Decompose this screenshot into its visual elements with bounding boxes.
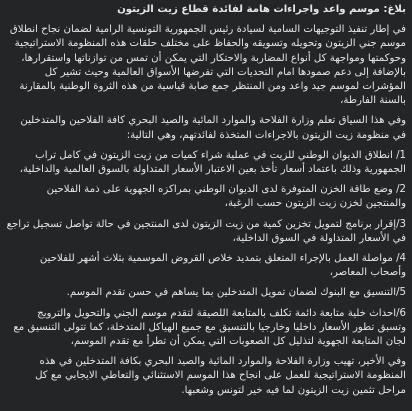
measure-item: 2/ وضع طاقة الخزن المتوفرة لدى الديوان الوطني بمراكزه الجهوية على ذمة الفلاحين والمنتجين لخزن زيت الزيتون حسب الرغبة، — [46, 184, 406, 210]
measure-item: 5/التنسيق مع البنوك لضمان تمويل المتدخلين بما يساهم في حسن تقدم الموسم. — [66, 287, 406, 299]
post-closing: وفي الأخير، تهيب وزارة الفلاحة والموارد المائية والصيد البحري بكافة المتدخلين في هذه المنظومة الاستراتيجية للعمل على انجاح هذا الموسم الاستثنائي والتعاطي الايجابي مع كل مراحل تثمين زيت الزيتون لما فيه خير لتونس وشعبها. — [35, 356, 406, 396]
post-intro: في إطار تنفيذ التوجيهات السامية لسيادة رئيس الجمهورية التونسية الرامية لضمان نجاح انطلاق موسم جني الزيتون وتحويله وتسويقه والحفاظ على مختلف حلقات هذه المنظومة الاستراتيجية وحوكمتها ومواجهة كل أنواع المضاربة والاحتكار التي يمكن أن تمس من توازناتها واستقرارها، بالإضافة إلى دعم صمودها امام التحديات التي تفرضها الأسواق العالمية وحيث تشير كل المؤشرات لموسم جيد واعد ومن المنتظر جمع صابة قياسية من هذه الثروة الوطنية بالمقارنة بالسنة الفارطة، — [9, 24, 406, 107]
measure-item: 3/إقرار برنامج لتمويل تخزين كمية من زيت الزيتون لدى المنتجين في حالة تواصل تسجيل تراجع في الأسعار المتداولة في السوق الداخلية، — [6, 218, 406, 244]
measure-item: 1/ انطلاق الديوان الوطني للزيت في عملية شراء كميات من زيت الزيتون في كامل تراب الجمهورية وذلك باعتماد أسعار تأخذ بعين الاعتبار الأسعار المتداولة بالسوق العالمية والداخلية، — [19, 149, 406, 176]
post-title: بلاغ: موسم واعد واجراءات هامة لفائدة قطاع زيت الزيتون — [117, 4, 406, 15]
measure-item: 4/ مواصلة العمل بالإجراء المتعلق بتمديد خلاص القروض الموسمية بثلاث أشهر للفلاحين وأصحاب المعاصر، — [39, 253, 406, 279]
measure-item: 6/احداث خلية متابعة دائمة تكلف بالمتابعة اللصيقة لتقدم موسم الجني والتحويل والترويج وتسبق تطور الأسعار داخليا وخارجيا بالتنسيق مع جميع الهياكل المتدخلة، كما تتولى التنسيق مع لجان المتابعة الجهوية لتذليل كل الصعوبات التي يمكن أن تطرأ مع تقدم الموسم، — [13, 307, 406, 348]
post-context: وفي هذا السياق تعلم وزارة الفلاحة والموارد المائية والصيد البحري كافة الفلاحين والمتدخلين في منظومة زيت الزيتون بالاجراءات المتخذة لفائدتهم، وهي التالية: — [20, 115, 406, 141]
